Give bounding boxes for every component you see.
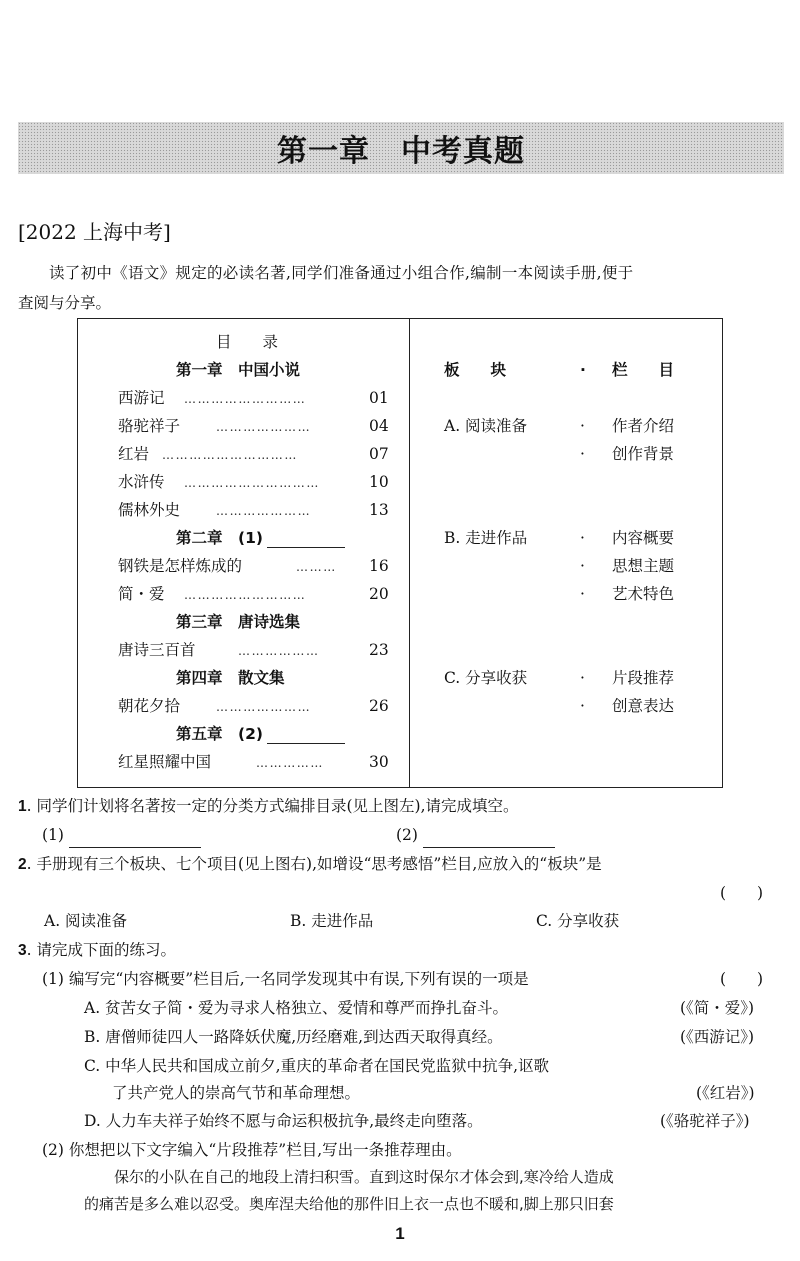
toc-item-page: 07 (369, 445, 389, 463)
bullet: · (580, 669, 585, 687)
toc-item-title: 钢铁是怎样炼成的 (118, 557, 243, 575)
toc-item-title: 红星照耀中国 (118, 753, 212, 771)
column-item: 思想主题 (612, 557, 675, 575)
q2-option-b[interactable]: B. 走进作品 (290, 912, 374, 930)
column-item: 创意表达 (612, 697, 675, 715)
answer-blank[interactable] (69, 831, 201, 848)
page-number: 1 (395, 1224, 405, 1243)
toc-item-dots: ……… (296, 560, 337, 574)
toc-item-page: 30 (369, 753, 389, 771)
bullet: · (580, 445, 585, 463)
exam-tag: [2022 上海中考] (18, 220, 171, 244)
fill-blank-line (267, 727, 345, 744)
sections-header-column: 栏 目 (612, 361, 675, 379)
toc-item-title: 骆驼祥子 (118, 417, 181, 435)
toc-heading: 目 录 (216, 333, 279, 351)
chapter-banner (18, 122, 784, 174)
q3-option-b[interactable]: B. 唐僧师徒四人一路降妖伏魔,历经磨难,到达西天取得真经。 (84, 1028, 503, 1046)
answer-paren[interactable]: ( ) (720, 970, 764, 988)
toc-item-dots: ……………………… (184, 588, 307, 602)
toc-item-page: 13 (369, 501, 389, 519)
toc-item-page: 26 (369, 697, 389, 715)
toc-item-title: 朝花夕拾 (118, 697, 181, 715)
q3-option-c[interactable]: C. 中华人民共和国成立前夕,重庆的革命者在国民党监狱中抗争,讴歌 (84, 1057, 550, 1075)
sections-header-block: 板 块 (444, 361, 507, 379)
toc-item-title: 红岩 (118, 445, 150, 463)
toc-item-dots: ………………… (216, 700, 312, 714)
column-item: 作者介绍 (612, 417, 675, 435)
bullet: · (580, 529, 585, 547)
question-number: 1 (18, 798, 27, 815)
q1-blank-2 (396, 822, 555, 848)
toc-item-title: 唐诗三百首 (118, 641, 196, 659)
toc-item-page: 23 (369, 641, 389, 659)
column-item: 艺术特色 (612, 585, 675, 603)
source-note: (《西游记》) (680, 1028, 755, 1046)
q3-option-c-cont: 了共产党人的崇高气节和革命理想。 (112, 1084, 361, 1102)
toc-item-dots: ……………………… (184, 392, 307, 406)
toc-chapter-1: 第一章 中国小说 (176, 361, 301, 379)
toc-item-dots: ………………………… (162, 448, 298, 462)
answer-paren[interactable]: ( ) (720, 884, 764, 902)
question-2 (18, 851, 602, 878)
q1-blank-1 (42, 822, 201, 848)
blank-label: (1) (42, 826, 64, 844)
q3-option-d[interactable]: D. 人力车夫祥子始终不愿与命运积极抗争,最终走向堕落。 (84, 1112, 483, 1130)
toc-item-page: 20 (369, 585, 389, 603)
toc-item-page: 16 (369, 557, 389, 575)
source-note: (《红岩》) (696, 1084, 755, 1102)
toc-item-title: 简・爱 (118, 585, 165, 603)
source-note: (《简・爱》) (680, 999, 755, 1017)
toc-divider (409, 319, 410, 787)
toc-item-title: 西游记 (118, 389, 165, 407)
column-item: 内容概要 (612, 529, 675, 547)
chapter-title: 第一章 中考真题 (277, 134, 525, 169)
question-1 (18, 793, 519, 820)
question-number: 2 (18, 856, 27, 873)
bullet: · (580, 417, 585, 435)
q2-option-a[interactable]: A. 阅读准备 (44, 912, 128, 930)
bullet: · (580, 557, 585, 575)
q3-sub-2: (2) 你想把以下文字编入“片段推荐”栏目,写出一条推荐理由。 (42, 1141, 462, 1159)
column-item: 创作背景 (612, 445, 675, 463)
toc-item-dots: ………………… (216, 504, 312, 518)
bullet: · (580, 585, 585, 603)
answer-blank[interactable] (423, 831, 555, 848)
toc-chapter-2-label: 第二章 (1) (176, 529, 263, 547)
toc-item-page: 01 (369, 389, 389, 407)
passage-line-2: 的痛苦是多么难以忍受。奥库涅夫给他的那件旧上衣一点也不暖和,脚上那只旧套 (84, 1195, 614, 1213)
toc-chapter-5 (176, 724, 345, 744)
toc-chapter-5-label: 第五章 (2) (176, 725, 263, 743)
intro-line-2: 查阅与分享。 (18, 294, 112, 312)
source-note: (《骆驼祥子》) (660, 1112, 750, 1130)
intro-line-1: 读了初中《语文》规定的必读名著,同学们准备通过小组合作,编制一本阅读手册,便于 (49, 264, 634, 282)
toc-item-dots: ………………… (216, 420, 312, 434)
q3-sub-1: (1) 编写完“内容概要”栏目后,一名同学发现其中有误,下列有误的一项是 (42, 970, 529, 988)
toc-item-page: 04 (369, 417, 389, 435)
block-c: C. 分享收获 (444, 669, 528, 687)
blank-label: (2) (396, 826, 418, 844)
toc-table (77, 318, 723, 788)
block-b: B. 走进作品 (444, 529, 528, 547)
q2-option-c[interactable]: C. 分享收获 (536, 912, 620, 930)
column-item: 片段推荐 (612, 669, 675, 687)
question-text: . 同学们计划将名著按一定的分类方式编排目录(见上图左),请完成填空。 (26, 797, 519, 815)
passage-line-1: 保尔的小队在自己的地段上清扫积雪。直到这时保尔才体会到,寒冷给人造成 (114, 1168, 614, 1186)
block-a: A. 阅读准备 (444, 417, 528, 435)
question-text: . 请完成下面的练习。 (26, 941, 176, 959)
fill-blank-line (267, 531, 345, 548)
q3-option-a[interactable]: A. 贫苦女子简・爱为寻求人格独立、爱情和尊严而挣扎奋斗。 (84, 999, 509, 1017)
question-number: 3 (18, 942, 27, 959)
toc-item-title: 儒林外史 (118, 501, 181, 519)
toc-chapter-2 (176, 528, 345, 548)
bullet: · (580, 361, 586, 379)
toc-chapter-4: 第四章 散文集 (176, 669, 285, 687)
toc-item-dots: ……………… (238, 644, 320, 658)
toc-item-title: 水浒传 (118, 473, 165, 491)
bullet: · (580, 697, 585, 715)
question-3 (18, 937, 176, 964)
question-text: . 手册现有三个板块、七个项目(见上图右),如增设“思考感悟”栏目,应放入的“板块”是 (26, 855, 602, 873)
toc-chapter-3: 第三章 唐诗选集 (176, 613, 301, 631)
toc-item-dots: ………………………… (184, 476, 320, 490)
toc-item-dots: …………… (256, 756, 324, 770)
toc-item-page: 10 (369, 473, 389, 491)
